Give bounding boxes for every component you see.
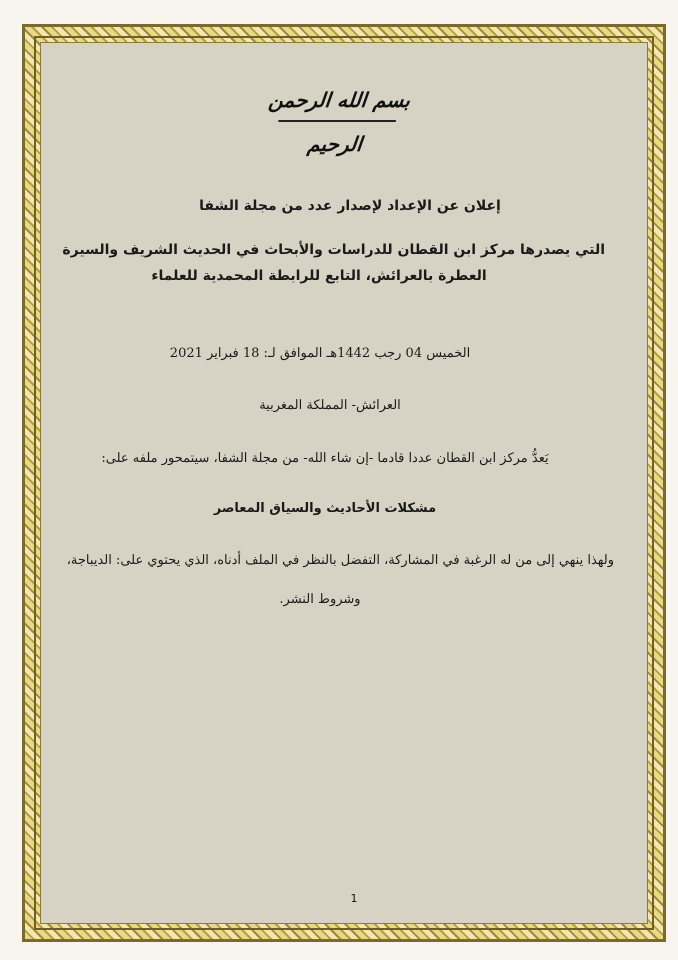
body-line-2: وشروط النشر. <box>279 592 361 607</box>
title-line-1: إعلان عن الإعداد لإصدار عدد من مجلة الشفا <box>199 198 501 214</box>
document-sheet <box>40 42 648 924</box>
calligraphy-flourish <box>278 120 396 122</box>
theme-heading: مشكلات الأحاديث والسياق المعاصر <box>213 501 437 516</box>
body-line-1: ولهذا ينهي إلى من له الرغبة في المشاركة، التفضل بالنظر في الملف أدناه، الذي يحتوي على: الديباجة، <box>66 553 614 568</box>
title-line-2: التي يصدرها مركز ابن القطان للدراسات والأبحاث في الحديث الشريف والسيرة <box>62 242 605 258</box>
date-line: الخميس 04 رجب 1442هـ الموافق لـ: 18 فبراير 2021 <box>169 346 471 361</box>
location-line: العرائش- المملكة المغربية <box>259 398 401 413</box>
intro-line: يَعدُّ مركز ابن القطان عددا قادما -إن شاء الله- من مجلة الشفا، سيتمحور ملفه على: <box>101 451 549 466</box>
bismillah-calligraphy: بسم الله الرحمن الرحيم <box>267 88 412 156</box>
title-line-3: العطرة بالعرائش، التابع للرابطة المحمدية للعلماء <box>151 268 487 284</box>
page-number: 1 <box>350 892 358 905</box>
